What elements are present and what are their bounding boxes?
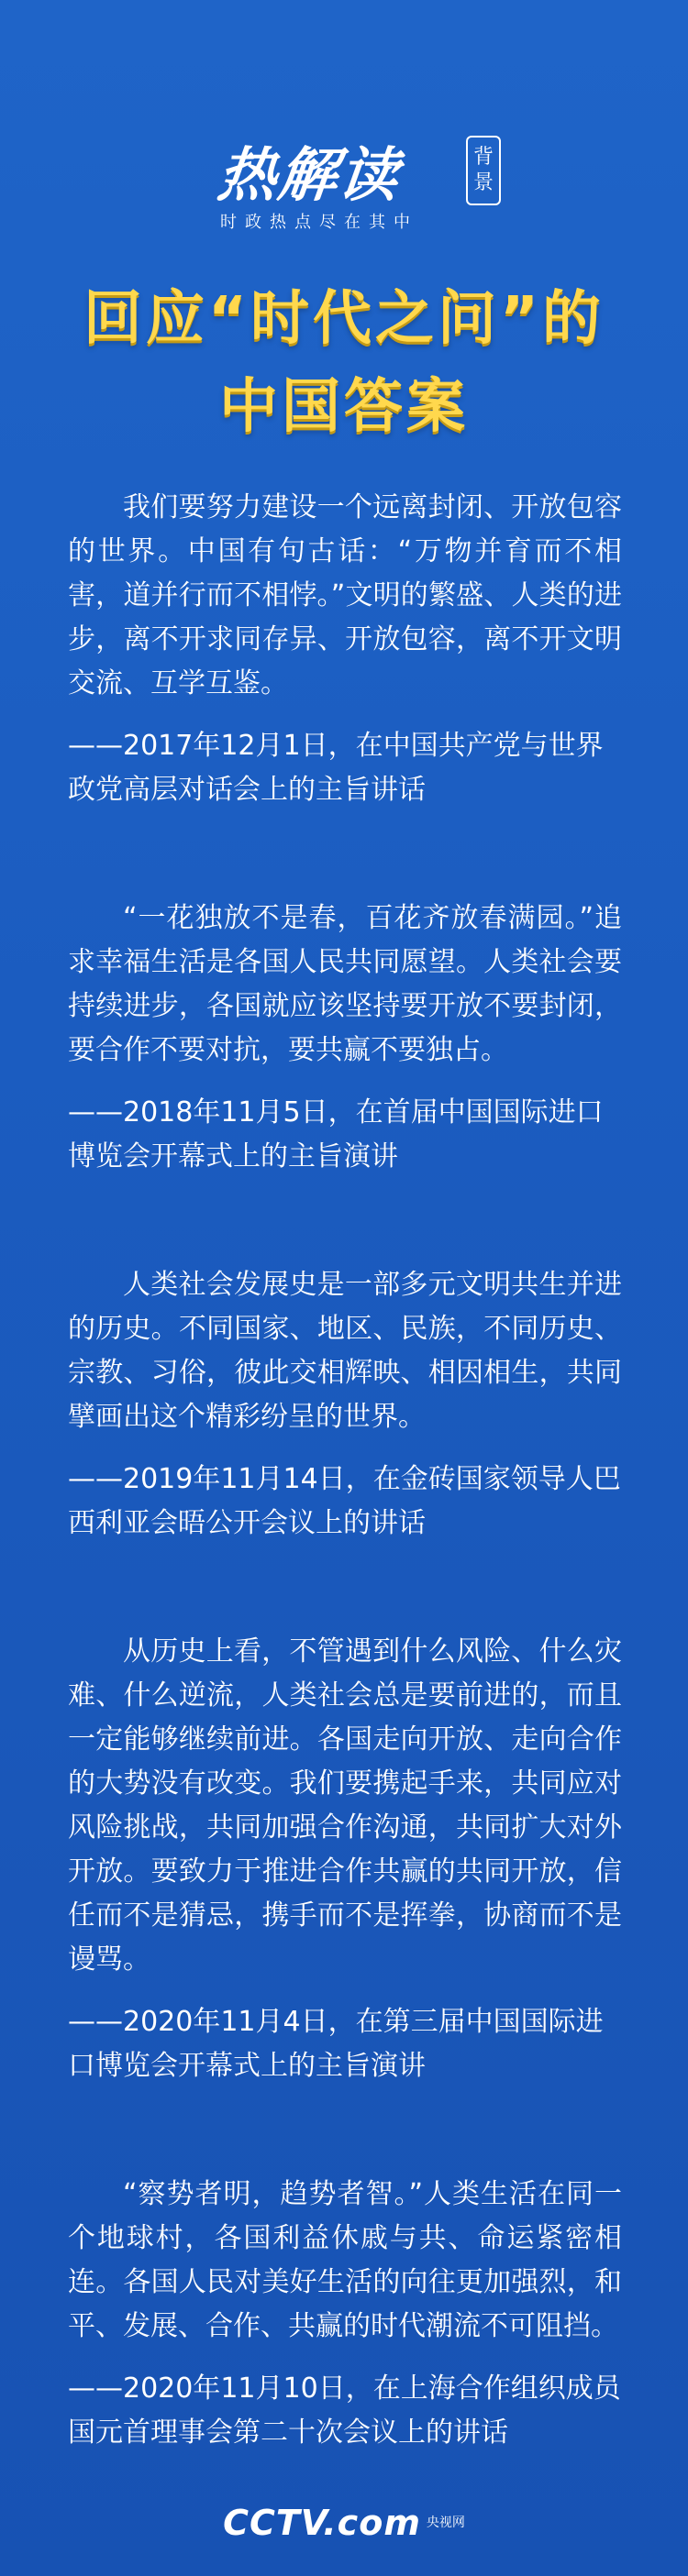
quote-text: 我们要努力建设一个远离封闭、开放包容的世界。中国有句古话：“万物并育而不相害，道并行而不相悖。”文明的繁盛、人类的进步，离不开求同存异、开放包容，离不开文明交流、互学互鉴。 [68,491,622,699]
quote-text: “一花独放不是春，百花齐放春满园。”追求幸福生活是各国人民共同愿望。人类社会要持续进步，各国就应该坚持要开放不要封闭，要合作不要对抗，要共赢不要独占。 [68,902,622,1066]
quote-source: ——2019年11月14日，在金砖国家领导人巴西利亚会晤公开会议上的讲话 [68,1463,621,1539]
quote-text: 从历史上看，不管遇到什么风险、什么灾难、什么逆流，人类社会总是要前进的，而且一定能够继续前进。各国走向开放、走向合作的大势没有改变。我们要携起手来，共同应对风险挑战，共同加强合作沟通，共同扩大对外开放。要致力于推进合作共赢的共同开放，信任而不是猜忌，携手而不是挥拳，协商而不是谩骂。 [68,1635,622,1976]
title-line-2: 中国答案 [219,373,469,441]
quote-text: “察势者明，趋势者智。”人类生活在同一个地球村，各国利益休戚与共、命运紧密相连。各国人民对美好生活的向往更加强烈，和平、发展、合作、共赢的时代潮流不可阻挡。 [68,2178,622,2342]
brand-tagline: 时政热点尽在其中 [220,213,418,232]
quote-separator [68,1179,622,1263]
page-title [0,275,688,451]
badge-char-top: 背 [472,146,494,169]
cctv-subtitle [427,2515,465,2531]
cctv-logo [0,2503,688,2543]
background-badge [466,136,501,205]
quotes-list [68,486,622,2455]
brand-logo: 热解读 [214,142,404,210]
quote-source: ——2020年11月4日，在第三届中国国际进口博览会开幕式上的主旨演讲 [68,2006,604,2082]
quote-separator [68,2088,622,2173]
brand-header [0,128,688,232]
quote-text: 人类社会发展史是一部多元文明共生并进的历史。不同国家、地区、民族，不同历史、宗教、习俗，彼此交相辉映、相因相生，共同擘画出这个精彩纷呈的世界。 [68,1269,622,1433]
quote-block [68,1263,622,1546]
quote-block [68,897,622,1179]
cctv-wordmark: CCTV.com [223,2503,421,2543]
quote-separator [68,812,622,897]
badge-char-bottom: 景 [472,171,494,194]
quote-source: ——2017年12月1日，在中国共产党与世界政党高层对话会上的主旨讲话 [68,730,604,806]
quote-source: ——2020年11月10日，在上海合作组织成员国元首理事会第二十次会议上的讲话 [68,2372,621,2449]
quote-block [68,486,622,812]
cctv-subtitle-cn: 央视网 [426,2515,465,2530]
quote-block [68,1630,622,2088]
title-line-1: 回应“时代之问”的 [83,285,605,353]
quote-separator [68,1546,622,1630]
quote-source: ——2018年11月5日，在首届中国国际进口博览会开幕式上的主旨演讲 [68,1096,604,1172]
quote-block [68,2173,622,2455]
